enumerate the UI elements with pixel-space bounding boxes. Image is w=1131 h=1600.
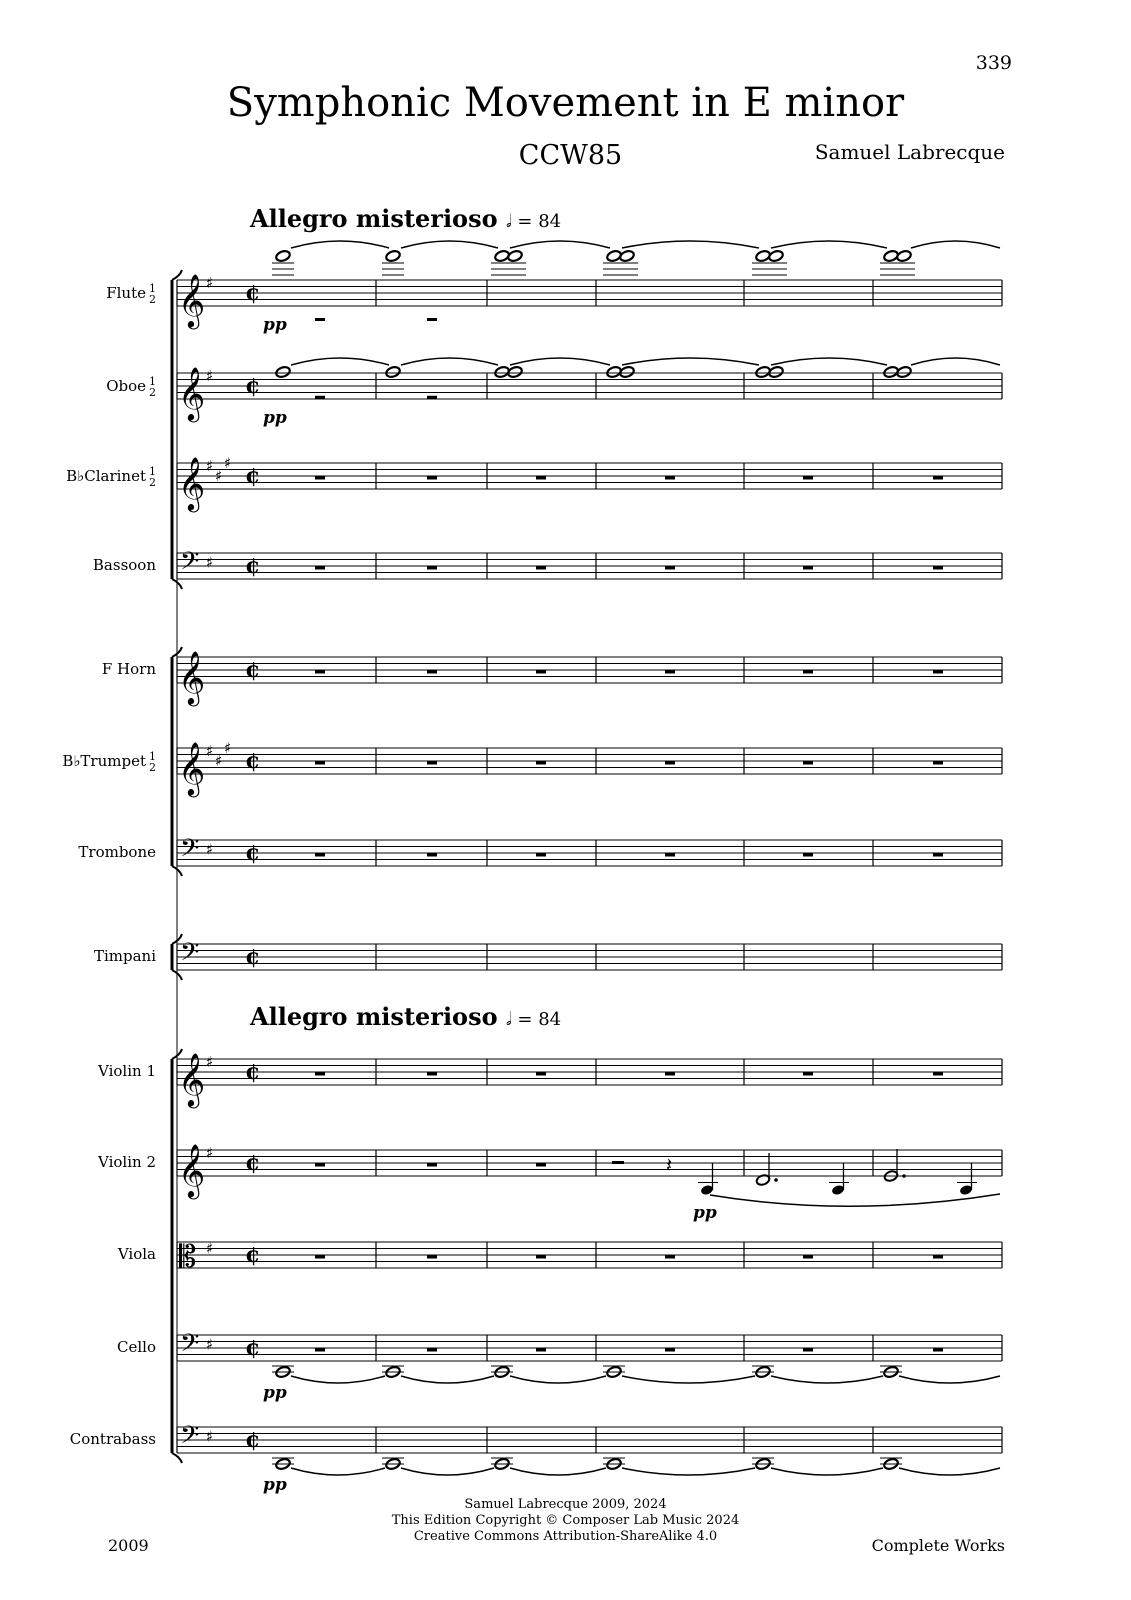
rest-icon (315, 566, 325, 570)
rest-icon (315, 318, 325, 321)
whole-note (768, 365, 784, 378)
bass-clef-icon: 𝄢 (180, 1329, 200, 1364)
tie (622, 241, 759, 248)
divisi-number: 1 (149, 750, 156, 763)
cut-time-icon: ¢ (245, 1242, 261, 1268)
tie (510, 358, 610, 365)
tempo-text: Allegro misterioso (250, 1002, 498, 1031)
rest-icon (315, 476, 325, 480)
divisi-number: 1 (149, 375, 156, 388)
tie (291, 358, 389, 365)
divisi-number: 2 (149, 761, 156, 774)
treble-clef-icon: 𝄞 (178, 366, 206, 420)
whole-note (896, 365, 912, 378)
rest-icon (315, 670, 325, 674)
rest-icon (665, 853, 675, 857)
divisi-number: 2 (149, 476, 156, 489)
rest-icon (315, 761, 325, 765)
rest-icon (427, 1255, 437, 1259)
dynamic-marking: pp (263, 315, 287, 335)
footer-collection: Complete Works (871, 1536, 1005, 1555)
footer-line: Samuel Labrecque 2009, 2024 (464, 1497, 667, 1512)
score-title: Symphonic Movement in E minor (226, 80, 905, 126)
rest-icon (536, 1255, 546, 1259)
divisi-number: 1 (149, 465, 156, 478)
sharp-icon: ♯ (206, 1239, 214, 1258)
treble-clef-icon: 𝄞 (178, 456, 206, 510)
alto-clef-icon: 𝄡 (179, 1239, 197, 1275)
sharp-icon: ♯ (206, 274, 214, 292)
tie (622, 1376, 755, 1383)
whole-note (768, 249, 784, 262)
instrument-name: Bassoon (92, 556, 156, 574)
instrument-name: Violin 1 (98, 1062, 156, 1080)
rest-icon (427, 318, 437, 321)
rest-icon (427, 761, 437, 765)
catalog-number: CCW85 (518, 140, 623, 171)
rest-icon (536, 476, 546, 480)
whole-note (385, 365, 401, 378)
cut-time-icon: ¢ (245, 748, 261, 774)
tie (291, 1468, 385, 1475)
instrument-name: Contrabass (69, 1430, 156, 1448)
rest-icon (803, 670, 813, 674)
divisi-number: 1 (149, 282, 156, 295)
rest-icon (427, 476, 437, 480)
cut-time-icon: ¢ (245, 657, 261, 683)
rest-icon (427, 1163, 437, 1167)
metronome-mark: 𝅗𝅥 = 84 (505, 1009, 562, 1030)
rest-icon (536, 1348, 546, 1352)
instrument-name: Trombone (78, 843, 156, 861)
instrument-name: B♭Trumpet (62, 752, 146, 770)
rest-icon (315, 1072, 325, 1076)
instrument-name: Flute (106, 284, 146, 302)
rest-icon (315, 1163, 325, 1167)
tie (771, 1376, 883, 1383)
bass-clef-icon: 𝄢 (180, 834, 200, 869)
whole-note (275, 249, 291, 262)
treble-clef-icon: 𝄞 (178, 273, 206, 327)
instrument-name: B♭Clarinet (66, 467, 146, 485)
rest-icon (536, 1072, 546, 1076)
rest-icon (427, 566, 437, 570)
rest-icon (665, 476, 675, 480)
tie (899, 1376, 1000, 1383)
rest-icon (315, 396, 325, 399)
tie (401, 1376, 494, 1383)
sharp-icon: ♯ (206, 367, 214, 385)
divisi-number: 2 (149, 386, 156, 399)
rest-icon (933, 1072, 943, 1076)
tie (401, 241, 498, 248)
rest-icon (427, 853, 437, 857)
rest-icon (536, 1163, 546, 1167)
tie (401, 1468, 494, 1475)
tie (291, 241, 389, 248)
whole-note (275, 365, 291, 378)
whole-note (507, 365, 523, 378)
slur (710, 1194, 1000, 1206)
cut-time-icon: ¢ (245, 280, 261, 306)
rest-icon (933, 1255, 943, 1259)
instrument-name: Cello (117, 1338, 156, 1356)
tie (622, 1468, 755, 1475)
cut-time-icon: ¢ (245, 840, 261, 866)
tie (771, 1468, 883, 1475)
sharp-icon: ♯ (206, 1053, 214, 1071)
tie (911, 358, 1000, 365)
tie (510, 1468, 606, 1475)
tie (622, 358, 759, 365)
cut-time-icon: ¢ (245, 1150, 261, 1176)
bass-clef-icon: 𝄢 (180, 547, 200, 582)
rest-icon (665, 670, 675, 674)
sharp-icon: ♯ (206, 742, 214, 760)
rest-icon (933, 476, 943, 480)
half-rest-icon (612, 1161, 624, 1164)
instrument-name: Oboe (106, 377, 146, 395)
quarter-rest-icon: 𝄽 (666, 1153, 673, 1177)
cut-time-icon: ¢ (245, 1427, 261, 1453)
instrument-name: Viola (117, 1245, 156, 1263)
rest-icon (803, 761, 813, 765)
rest-icon (933, 853, 943, 857)
metronome-mark: 𝅗𝅥 = 84 (505, 211, 562, 232)
sharp-icon: ♯ (206, 840, 214, 859)
tie (510, 1376, 606, 1383)
cut-time-icon: ¢ (245, 373, 261, 399)
tie (911, 241, 1000, 248)
rest-icon (315, 1255, 325, 1259)
rest-icon (933, 1348, 943, 1352)
footer-year: 2009 (108, 1536, 149, 1555)
instrument-name: Violin 2 (98, 1153, 156, 1171)
composer-name: Samuel Labrecque (814, 140, 1005, 164)
rest-icon (665, 761, 675, 765)
dynamic-marking: pp (263, 1475, 287, 1495)
rest-icon (933, 761, 943, 765)
sharp-icon: ♯ (206, 553, 214, 572)
dynamic-marking: pp (263, 408, 287, 428)
cut-time-icon: ¢ (245, 1059, 261, 1085)
cut-time-icon: ¢ (245, 944, 261, 970)
rest-icon (803, 1072, 813, 1076)
sharp-icon: ♯ (215, 751, 223, 770)
augmentation-dot (774, 1178, 778, 1182)
tie (771, 358, 887, 365)
rest-icon (803, 476, 813, 480)
rest-icon (665, 1348, 675, 1352)
dynamic-marking: pp (263, 1383, 287, 1403)
footer-line: This Edition Copyright © Composer Lab Music 2024 (391, 1513, 740, 1528)
treble-clef-icon: 𝄞 (178, 1052, 206, 1106)
bass-clef-icon: 𝄢 (180, 938, 200, 973)
rest-icon (665, 1255, 675, 1259)
whole-note (507, 249, 523, 262)
whole-note (896, 249, 912, 262)
sharp-icon: ♯ (206, 1335, 214, 1354)
rest-icon (536, 761, 546, 765)
rest-icon (803, 1348, 813, 1352)
sharp-icon: ♯ (206, 1427, 214, 1446)
rest-icon (803, 566, 813, 570)
rest-icon (803, 1255, 813, 1259)
cut-time-icon: ¢ (245, 1335, 261, 1361)
whole-note (385, 249, 401, 262)
rest-icon (315, 853, 325, 857)
page-number: 339 (975, 52, 1012, 74)
rest-icon (427, 1348, 437, 1352)
bass-clef-icon: 𝄢 (180, 1421, 200, 1456)
rest-icon (536, 670, 546, 674)
rest-icon (803, 853, 813, 857)
rest-icon (427, 1072, 437, 1076)
instrument-name: Timpani (93, 947, 156, 965)
rest-icon (536, 853, 546, 857)
tie (510, 241, 610, 248)
tie (771, 241, 887, 248)
rest-icon (665, 1072, 675, 1076)
treble-clef-icon: 𝄞 (178, 1143, 206, 1197)
whole-note (619, 365, 635, 378)
sharp-icon: ♯ (206, 457, 214, 475)
rest-icon (315, 1348, 325, 1352)
sharp-icon: ♯ (224, 738, 232, 757)
sharp-icon: ♯ (206, 1144, 214, 1162)
tempo-text: Allegro misterioso (250, 204, 498, 233)
divisi-number: 2 (149, 293, 156, 306)
rest-icon (933, 566, 943, 570)
rest-icon (536, 566, 546, 570)
sharp-icon: ♯ (224, 453, 232, 472)
sharp-icon: ♯ (215, 466, 223, 485)
whole-note (619, 249, 635, 262)
rest-icon (665, 566, 675, 570)
cut-time-icon: ¢ (245, 553, 261, 579)
cut-time-icon: ¢ (245, 463, 261, 489)
rest-icon (933, 670, 943, 674)
rest-icon (427, 670, 437, 674)
treble-clef-icon: 𝄞 (178, 650, 206, 704)
augmentation-dot (902, 1174, 906, 1178)
footer-line: Creative Commons Attribution-ShareAlike 4.0 (413, 1529, 718, 1544)
dynamic-marking: pp (693, 1203, 717, 1223)
tie (401, 358, 498, 365)
instrument-name: F Horn (101, 660, 156, 678)
rest-icon (427, 396, 437, 399)
treble-clef-icon: 𝄞 (178, 741, 206, 795)
tie (291, 1376, 385, 1383)
tie (899, 1468, 1000, 1475)
